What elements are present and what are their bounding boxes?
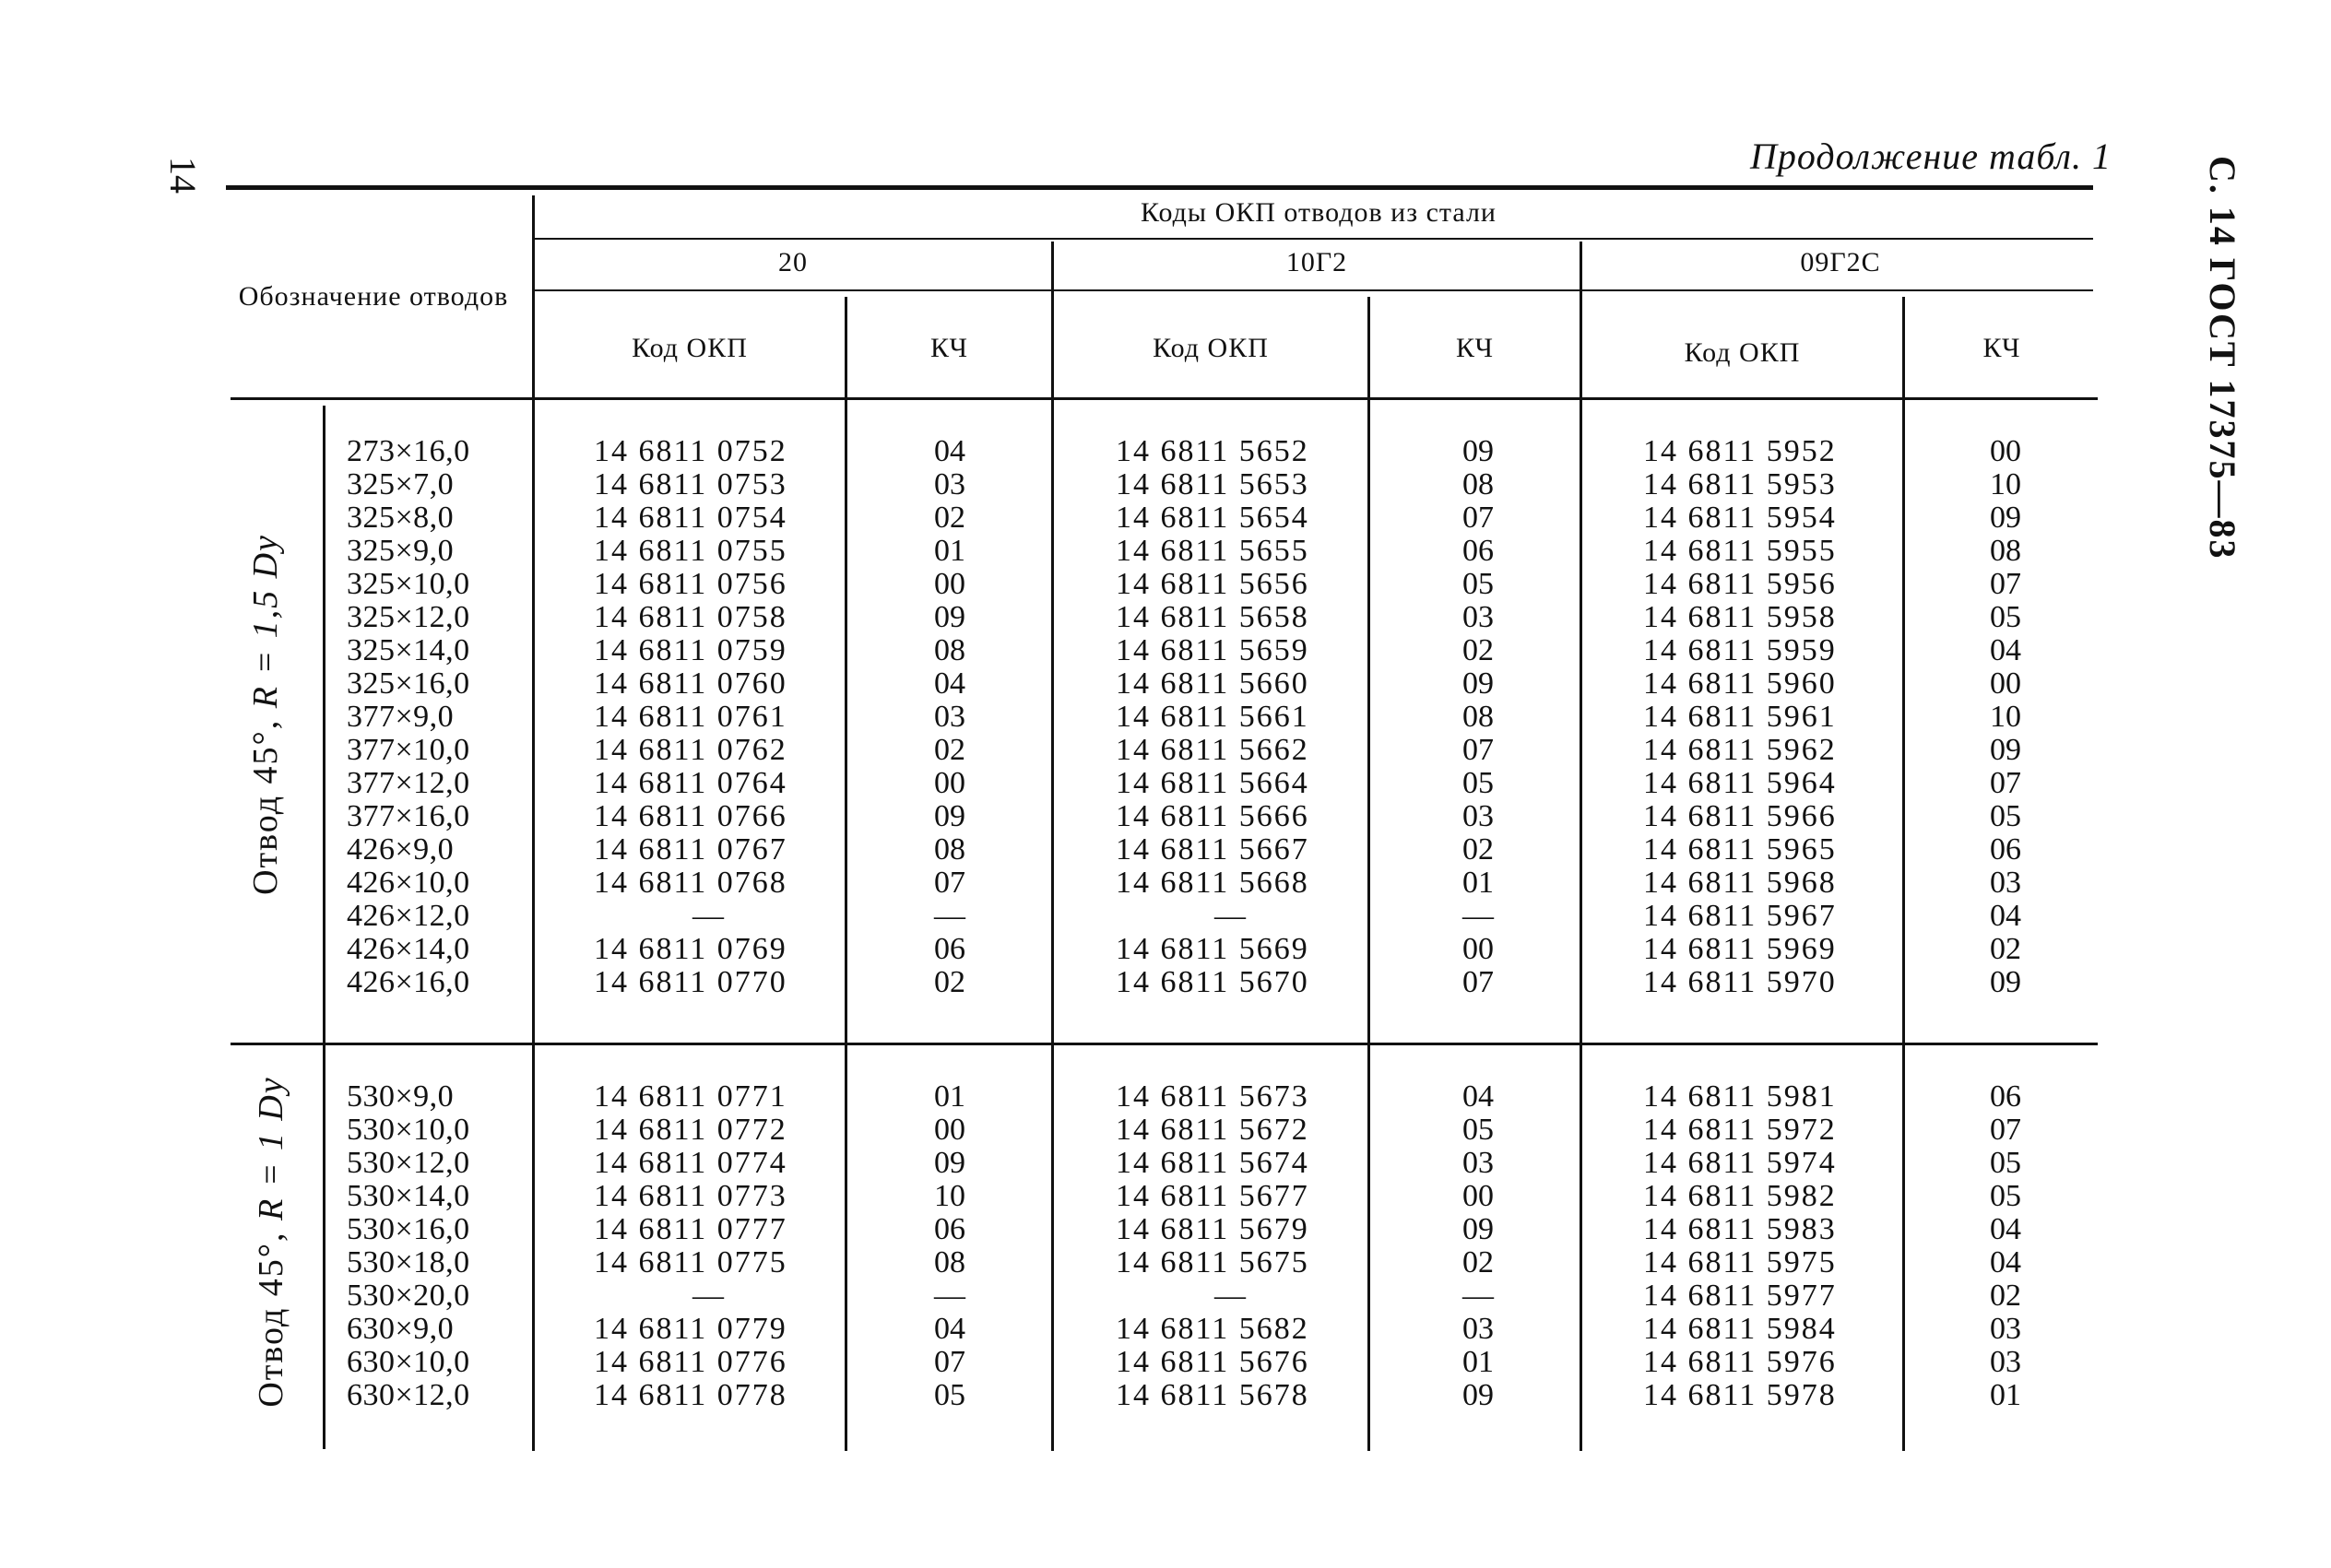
table-cell: 07 <box>1462 733 1494 767</box>
table-cell: 14 6811 0770 <box>594 965 787 999</box>
table-cell: 01 <box>934 534 965 568</box>
table-cell: 14 6811 5961 <box>1643 700 1837 734</box>
code-20-column <box>594 1080 843 1412</box>
table-cell: 03 <box>1462 799 1494 833</box>
col-divider-09g2s-kch <box>1902 297 1905 1451</box>
table-cell: 14 6811 0771 <box>594 1079 787 1114</box>
table-cell: 07 <box>1990 1113 2021 1147</box>
table-cell: 04 <box>934 1312 965 1346</box>
steel-grade-09g2s: 09Г2С <box>1800 247 1881 277</box>
table-cell: 14 6811 5983 <box>1643 1212 1837 1246</box>
table-cell: 01 <box>1462 866 1494 900</box>
table-cell: 14 6811 0752 <box>594 434 787 468</box>
subheader-kch-10g2: КЧ <box>1455 333 1495 363</box>
dims-column <box>347 435 531 999</box>
main-header: Коды ОКП отводов из стали <box>1141 197 1497 228</box>
table-cell: 14 6811 5666 <box>1116 799 1309 833</box>
table-cell: 14 6811 5674 <box>1116 1146 1309 1180</box>
table-cell: 06 <box>1990 1079 2021 1114</box>
table-cell: 14 6811 0756 <box>594 567 787 601</box>
table-cell: 14 6811 0778 <box>594 1378 787 1412</box>
table-cell: 14 6811 5667 <box>1116 832 1309 867</box>
table-cell: 05 <box>1990 1179 2021 1213</box>
table-cell: 08 <box>934 1245 965 1279</box>
table-cell: 09 <box>1462 666 1494 701</box>
table-cell: 01 <box>1990 1378 2021 1412</box>
table-cell: 14 6811 5954 <box>1643 501 1837 535</box>
table-cell: — <box>692 899 726 933</box>
table-cell: 00 <box>1990 434 2021 468</box>
table-cell: 02 <box>934 501 965 535</box>
kch-10g2-column <box>1432 435 1524 999</box>
subheader-kch-09g2s: КЧ <box>1982 333 2021 363</box>
group-label-divider-line <box>323 406 325 1449</box>
table-cell: 14 6811 5653 <box>1116 467 1309 501</box>
group-label-prefix: Отвод 45°, <box>252 1231 290 1408</box>
table-cell: 07 <box>1462 501 1494 535</box>
subheader-code-09g2s: Код ОКП <box>1684 337 1801 368</box>
table-cell: 02 <box>1990 932 2021 966</box>
table-cell: 530×20,0 <box>347 1279 470 1313</box>
table-cell: 14 6811 0779 <box>594 1312 787 1346</box>
table-cell: 530×16,0 <box>347 1212 470 1246</box>
table-cell: 14 6811 5658 <box>1116 600 1309 634</box>
header-rule-1 <box>535 238 2093 240</box>
group-label-r1 <box>248 1002 294 1481</box>
table-cell: 09 <box>1990 501 2021 535</box>
table-cell: 05 <box>1462 766 1494 800</box>
group-label-formula: R = 1 Dy <box>252 1076 290 1220</box>
table-cell: 14 6811 0767 <box>594 832 787 867</box>
kch-09g2s-column <box>1959 435 2052 999</box>
table-cell: 325×8,0 <box>347 501 455 535</box>
table-cell: 14 6811 5975 <box>1643 1245 1837 1279</box>
dims-column <box>347 1080 531 1412</box>
table-cell: 05 <box>1990 799 2021 833</box>
table-cell: 10 <box>1990 700 2021 734</box>
table-cell: 14 6811 5972 <box>1643 1113 1837 1147</box>
table-cell: 325×14,0 <box>347 633 470 667</box>
table-cell: 02 <box>934 965 965 999</box>
col-divider-10g2-kch <box>1367 297 1370 1451</box>
table-cell: 530×14,0 <box>347 1179 470 1213</box>
table-cell: 14 6811 5679 <box>1116 1212 1309 1246</box>
table-cell: 00 <box>1462 932 1494 966</box>
stub-header: Обозначение отводов <box>238 281 509 312</box>
table-cell: 09 <box>934 799 965 833</box>
table-cell: 06 <box>1462 534 1494 568</box>
table-cell: 530×10,0 <box>347 1113 470 1147</box>
table-cell: 426×9,0 <box>347 832 455 867</box>
table-cell: — <box>934 899 965 933</box>
table-cell: — <box>1462 1279 1494 1313</box>
table-cell: 14 6811 5656 <box>1116 567 1309 601</box>
code-09g2s-column <box>1643 1080 1899 1412</box>
code-20-column <box>594 435 843 999</box>
table-cell: 14 6811 5959 <box>1643 633 1837 667</box>
table-cell: 08 <box>934 832 965 867</box>
table-cell: 14 6811 5965 <box>1643 832 1837 867</box>
table-cell: 14 6811 5977 <box>1643 1279 1837 1313</box>
table-cell: 530×9,0 <box>347 1079 455 1114</box>
table-cell: 07 <box>1462 965 1494 999</box>
table-cell: 377×10,0 <box>347 733 470 767</box>
table-cell: 03 <box>1462 1146 1494 1180</box>
table-cell: 08 <box>934 633 965 667</box>
table-cell: 14 6811 5974 <box>1643 1146 1837 1180</box>
table-cell: 02 <box>934 733 965 767</box>
table-cell: 14 6811 5675 <box>1116 1245 1309 1279</box>
table-cell: 05 <box>934 1378 965 1412</box>
table-cell: 09 <box>1462 434 1494 468</box>
table-cell: 00 <box>934 1113 965 1147</box>
table-cell: 06 <box>1990 832 2021 867</box>
kch-20-column <box>904 435 996 999</box>
table-cell: 03 <box>1990 866 2021 900</box>
table-cell: 14 6811 5984 <box>1643 1312 1837 1346</box>
table-cell: 04 <box>934 666 965 701</box>
table-cell: 426×14,0 <box>347 932 470 966</box>
table-cell: 07 <box>1990 766 2021 800</box>
kch-20-column <box>904 1080 996 1412</box>
table-cell: 14 6811 5955 <box>1643 534 1837 568</box>
table-cell: 426×10,0 <box>347 866 470 900</box>
table-cell: 04 <box>1990 633 2021 667</box>
table-cell: 05 <box>1990 600 2021 634</box>
table-cell: 02 <box>1462 832 1494 867</box>
table-cell: 14 6811 0773 <box>594 1179 787 1213</box>
table-cell: 325×10,0 <box>347 567 470 601</box>
table-cell: 14 6811 0777 <box>594 1212 787 1246</box>
table-cell: 09 <box>1990 733 2021 767</box>
table-cell: 530×12,0 <box>347 1146 470 1180</box>
subheader-kch-20: КЧ <box>929 333 969 363</box>
table-cell: 14 6811 5655 <box>1116 534 1309 568</box>
table-cell: 14 6811 5672 <box>1116 1113 1309 1147</box>
table-cell: 07 <box>934 866 965 900</box>
table-cell: 630×10,0 <box>347 1345 470 1379</box>
table-cell: 03 <box>1990 1312 2021 1346</box>
table-cell: 04 <box>1990 1245 2021 1279</box>
table-cell: — <box>1462 899 1494 933</box>
table-cell: 09 <box>934 600 965 634</box>
table-top-rule <box>226 185 2093 190</box>
table-cell: 02 <box>1462 633 1494 667</box>
table-cell: 02 <box>1990 1279 2021 1313</box>
table-cell: 14 6811 5970 <box>1643 965 1837 999</box>
table-cell: 03 <box>934 700 965 734</box>
table-cell: 05 <box>1462 567 1494 601</box>
table-cell: 09 <box>1990 965 2021 999</box>
table-cell: 14 6811 5682 <box>1116 1312 1309 1346</box>
table-cell: 14 6811 0764 <box>594 766 787 800</box>
table-cell: 14 6811 0775 <box>594 1245 787 1279</box>
table-cell: 14 6811 5953 <box>1643 467 1837 501</box>
subheader-code-10g2: Код ОКП <box>1153 333 1269 363</box>
table-cell: 09 <box>934 1146 965 1180</box>
table-cell: — <box>692 1279 726 1313</box>
table-cell: 377×12,0 <box>347 766 470 800</box>
table-cell: 14 6811 0761 <box>594 700 787 734</box>
table-cell: 273×16,0 <box>347 434 470 468</box>
table-cell: 14 6811 0754 <box>594 501 787 535</box>
table-cell: 14 6811 5968 <box>1643 866 1837 900</box>
running-title: Продолжение табл. 1 <box>1749 136 2112 177</box>
table-cell: 04 <box>934 434 965 468</box>
table-cell: 00 <box>1462 1179 1494 1213</box>
table-cell: 14 6811 0760 <box>594 666 787 701</box>
table-cell: — <box>1214 1279 1248 1313</box>
table-cell: 14 6811 0766 <box>594 799 787 833</box>
table-cell: 14 6811 5677 <box>1116 1179 1309 1213</box>
header-rule-2 <box>535 289 2093 291</box>
col-divider-20-kch <box>845 297 847 1451</box>
subheader-code-20: Код ОКП <box>632 333 748 363</box>
group-label-formula: R = 1,5 Dy <box>246 534 285 709</box>
kch-09g2s-column <box>1959 1080 2052 1412</box>
table-cell: 14 6811 0758 <box>594 600 787 634</box>
table-cell: 14 6811 0772 <box>594 1113 787 1147</box>
table-cell: 14 6811 0755 <box>594 534 787 568</box>
table-cell: 00 <box>934 766 965 800</box>
table-cell: 14 6811 5662 <box>1116 733 1309 767</box>
steel-grade-10g2: 10Г2 <box>1285 247 1348 277</box>
table-cell: 10 <box>1990 467 2021 501</box>
table-cell: 01 <box>1462 1345 1494 1379</box>
group-label-prefix: Отвод 45°, <box>246 718 285 895</box>
table-cell: 14 6811 5976 <box>1643 1345 1837 1379</box>
table-cell: 630×12,0 <box>347 1378 470 1412</box>
table-cell: 04 <box>1462 1079 1494 1114</box>
table-cell: 08 <box>1990 534 2021 568</box>
table-cell: 04 <box>1990 899 2021 933</box>
page-number: 14 <box>162 157 204 194</box>
table-cell: 14 6811 5652 <box>1116 434 1309 468</box>
table-cell: 14 6811 5676 <box>1116 1345 1309 1379</box>
table-cell: 14 6811 5668 <box>1116 866 1309 900</box>
table-cell: 14 6811 5967 <box>1643 899 1837 933</box>
table-cell: 530×18,0 <box>347 1245 470 1279</box>
table-cell: 07 <box>1990 567 2021 601</box>
table-cell: 426×12,0 <box>347 899 470 933</box>
table-cell: 14 6811 5670 <box>1116 965 1309 999</box>
table-cell: 377×9,0 <box>347 700 455 734</box>
steel-grade-20: 20 <box>778 247 808 277</box>
table-cell: 05 <box>1990 1146 2021 1180</box>
table-cell: 08 <box>1462 700 1494 734</box>
table-cell: 14 6811 5678 <box>1116 1378 1309 1412</box>
table-cell: 14 6811 5978 <box>1643 1378 1837 1412</box>
table-cell: 14 6811 0768 <box>594 866 787 900</box>
table-cell: 14 6811 5673 <box>1116 1079 1309 1114</box>
table-cell: 14 6811 5952 <box>1643 434 1837 468</box>
table-cell: 14 6811 5660 <box>1116 666 1309 701</box>
table-cell: 325×12,0 <box>347 600 470 634</box>
table-cell: 14 6811 5969 <box>1643 932 1837 966</box>
table-cell: 14 6811 0753 <box>594 467 787 501</box>
table-cell: — <box>1214 899 1248 933</box>
table-cell: 426×16,0 <box>347 965 470 999</box>
table-cell: 06 <box>934 932 965 966</box>
table-cell: 09 <box>1462 1378 1494 1412</box>
table-cell: 03 <box>1462 600 1494 634</box>
table-cell: 14 6811 5659 <box>1116 633 1309 667</box>
group-label-r15 <box>243 438 289 991</box>
code-10g2-column <box>1116 435 1365 999</box>
table-cell: 14 6811 5964 <box>1643 766 1837 800</box>
table-cell: 14 6811 5664 <box>1116 766 1309 800</box>
table-cell: 08 <box>1462 467 1494 501</box>
table-cell: 14 6811 5654 <box>1116 501 1309 535</box>
kch-10g2-column <box>1432 1080 1524 1412</box>
table-cell: 03 <box>934 467 965 501</box>
table-cell: 14 6811 5661 <box>1116 700 1309 734</box>
col-divider-10g2-09g2s <box>1580 242 1582 1451</box>
table-cell: 325×9,0 <box>347 534 455 568</box>
code-09g2s-column <box>1643 435 1899 999</box>
table-cell: 03 <box>1990 1345 2021 1379</box>
table-cell: 14 6811 0774 <box>594 1146 787 1180</box>
table-cell: 14 6811 0776 <box>594 1345 787 1379</box>
table-cell: 09 <box>1462 1212 1494 1246</box>
table-cell: 630×9,0 <box>347 1312 455 1346</box>
table-cell: 14 6811 5981 <box>1643 1079 1837 1114</box>
table-cell: 14 6811 0762 <box>594 733 787 767</box>
col-divider-20-10g2 <box>1051 242 1054 1451</box>
stub-divider-line <box>532 195 535 1451</box>
table-cell: 07 <box>934 1345 965 1379</box>
table-cell: 14 6811 5966 <box>1643 799 1837 833</box>
table-cell: 14 6811 5962 <box>1643 733 1837 767</box>
table-cell: 14 6811 5956 <box>1643 567 1837 601</box>
table-cell: 377×16,0 <box>347 799 470 833</box>
table-cell: 325×16,0 <box>347 666 470 701</box>
table-cell: 14 6811 0769 <box>594 932 787 966</box>
table-cell: 04 <box>1990 1212 2021 1246</box>
table-cell: 14 6811 5960 <box>1643 666 1837 701</box>
group-divider-rule <box>231 1043 2098 1045</box>
code-10g2-column <box>1116 1080 1365 1412</box>
table-cell: 14 6811 5958 <box>1643 600 1837 634</box>
table-cell: 00 <box>934 567 965 601</box>
side-header: С. 14 ГОСТ 17375—83 <box>2202 156 2243 560</box>
table-cell: 00 <box>1990 666 2021 701</box>
table-cell: 05 <box>1462 1113 1494 1147</box>
table-cell: 325×7,0 <box>347 467 455 501</box>
table-cell: 01 <box>934 1079 965 1114</box>
table-cell: 14 6811 5669 <box>1116 932 1309 966</box>
table-cell: 03 <box>1462 1312 1494 1346</box>
table-cell: 02 <box>1462 1245 1494 1279</box>
table-cell: 06 <box>934 1212 965 1246</box>
header-bottom-rule <box>231 397 2098 400</box>
table-cell: 14 6811 0759 <box>594 633 787 667</box>
table-cell: 10 <box>934 1179 965 1213</box>
table-cell: 14 6811 5982 <box>1643 1179 1837 1213</box>
table-cell: — <box>934 1279 965 1313</box>
